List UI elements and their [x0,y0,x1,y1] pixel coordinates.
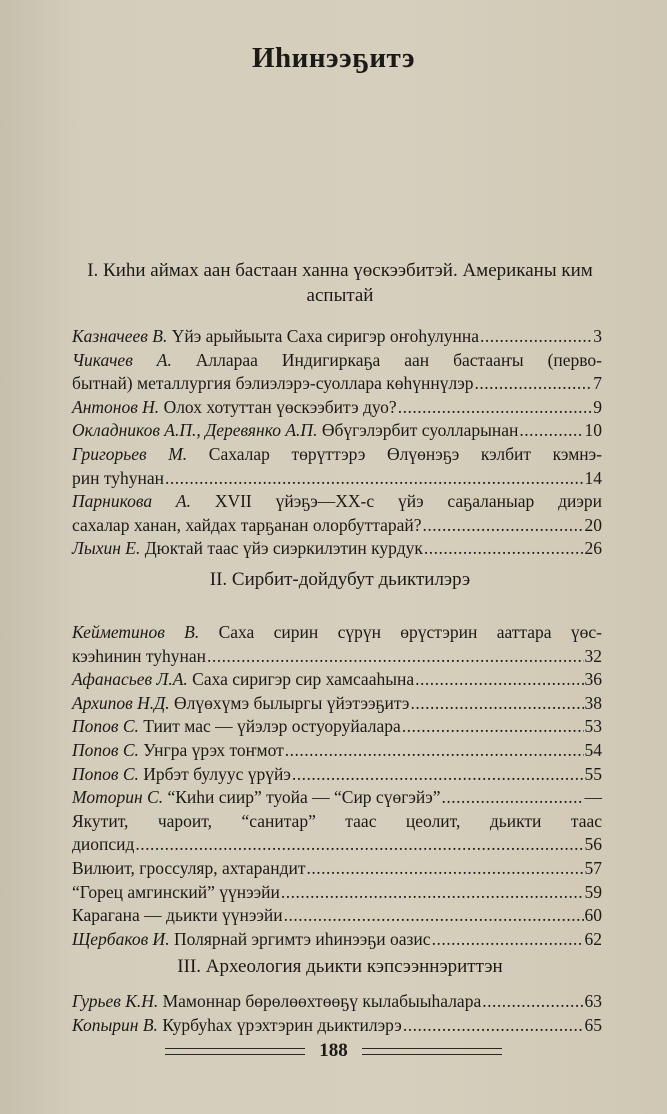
entry-title: рин туһунан [72,467,165,488]
entry-author: Архипов Н.Д. [72,692,170,713]
dot-leader [207,645,583,669]
entry-page-number: 62 [584,928,602,949]
entry-author: Щербаков И. [72,928,170,949]
entry-page-number: 65 [584,1014,602,1035]
page-footer [0,1040,667,1062]
footer-rule-right [362,1048,502,1055]
toc-entry [72,990,602,1014]
dot-leader [474,372,592,396]
toc-entry-line [72,833,602,857]
toc-entry-line [72,692,602,716]
toc-entry-line [72,645,602,669]
entry-page-number: 59 [584,881,602,902]
toc-entry [72,443,602,490]
toc-entry [72,419,602,443]
entry-title: Саха сиригэр сир хамсааһына [192,669,415,690]
entry-title: сахалар ханан, хайдах тарҕанан олорбуттарай? [72,514,422,535]
toc-list-3 [72,990,602,1037]
entry-title: Саха сирин сүрүн өрүстэрин ааттара үөс- [218,622,602,642]
toc-entry [72,396,602,420]
entry-author: Григорьев М. [72,443,188,464]
toc-entry-line [72,739,602,763]
entry-title: Алларaа Индигиркаҕа аан бастааҥы (перво- [195,349,602,370]
dot-leader [292,763,584,787]
entry-title: Ирбэт булуус үрүйэ [143,763,291,784]
toc-entry [72,739,602,763]
entry-author: Кейметинов В. [72,622,200,642]
dot-leader [306,857,583,881]
toc-entry-line [72,904,602,928]
dot-leader [432,928,584,952]
dot-leader [415,668,583,692]
page-number: 188 [319,1040,348,1061]
toc-entry-line [72,396,602,420]
entry-author: Антонов Н. [72,396,160,417]
dot-leader [285,739,584,763]
entry-author: Попов С. [72,716,139,737]
entry-title: бытнай) металлургия бэлиэлэрэ-суоллара көһүннүлэр [72,373,474,394]
dot-leader [402,715,584,739]
toc-entry-line [72,763,602,787]
dot-leader [442,786,584,810]
toc-entry-line [72,786,602,810]
toc-entry-line [72,668,602,692]
entry-title: Мамоннар бөрөлөөхтөөҕү кылабыыһалара [162,991,482,1011]
section-heading-1 [60,258,620,308]
entry-author: Парникова А. [72,491,191,512]
entry-title: Олох хотуттан үөскээбитэ дуо? [163,396,397,417]
entry-author: Окладников А.П., Деревянко А.П. [72,420,318,441]
entry-page-number: 38 [584,692,602,713]
entry-author: Попов С. [72,763,139,784]
entry-page-number: 20 [584,514,602,535]
toc-entry [72,763,602,787]
entry-page-number: 55 [584,763,602,784]
dot-leader [403,1014,584,1038]
toc-entry-line [72,990,602,1014]
entry-page-number: 26 [584,538,602,559]
entry-title: Сахалар төрүттэрэ Өлүөнэҕэ кэлбит кэмнэ- [208,443,602,464]
entry-author: Лыхин Е. [72,538,141,559]
entry-page-number: 7 [593,373,602,394]
toc-entry-line [72,715,602,739]
dot-leader [519,419,583,443]
entry-title: Карагана — дьикти үүнээйи [72,905,283,926]
dot-leader [398,396,593,420]
toc-entry [72,692,602,716]
entry-page-number: 53 [584,716,602,737]
dot-leader [135,833,583,857]
entry-title: Курбуһах үрэхтэрин дьиктилэрэ [162,1014,402,1035]
toc-entry [72,786,602,810]
toc-entry-line [72,325,602,349]
toc-entry-line [72,857,602,881]
dot-leader [281,881,584,905]
toc-entry-line [72,928,602,952]
entry-author: Чикачев А. [72,349,172,370]
toc-entry-line [72,881,602,905]
entry-title: Полярнай эргимтэ иһинээҕи оазис [173,928,431,949]
entry-page-number: 10 [584,420,602,441]
section-heading-line: II. Сирбит-дойдубут дьиктилэрэ [209,569,471,590]
toc-entry [72,349,602,396]
entry-page-number: — [584,787,602,808]
toc-entry-line [72,621,602,645]
toc-entry-line [72,1014,602,1038]
entry-author: Попов С. [72,739,139,760]
toc-entry [72,537,602,561]
entry-page-number: 54 [584,739,602,760]
entry-title: “Горец амгинский” үүнээйи [72,881,280,902]
toc-entry-line [72,537,602,561]
dot-leader [423,514,584,538]
entry-author: Афанасьев Л.А. [72,669,188,690]
toc-entry [72,881,602,905]
entry-title: кээһинин туһунан [72,645,207,666]
dot-leader [482,990,583,1014]
entry-author: Моторин С. [72,787,164,808]
section-heading-line: I. Киһи аймах аан бастаан ханна үөскээбитэй. Американы ким [87,260,593,281]
toc-list-1 [72,325,602,561]
toc-entry-line [72,349,602,373]
entry-page-number: 63 [584,991,602,1011]
dot-leader [165,467,583,491]
entry-title: диопсид [72,834,135,855]
entry-title: Тиит мас — үйэлэр остуоруйалара [143,716,401,737]
toc-entry [72,857,602,881]
toc-entry [72,621,602,668]
entry-title: Унгра үрэх тоҥмот [143,739,284,760]
dot-leader [480,325,592,349]
toc-entry [72,1014,602,1038]
entry-title: Дюктай таас үйэ сиэркилэтин курдук [144,538,423,559]
toc-entry-line [72,419,602,443]
entry-title: Үйэ арыйыыта Саха сиригэр оҥоһулунна [171,326,480,346]
toc-entry-line [72,372,602,396]
entry-author: Казначеев В. [72,326,168,346]
entry-page-number: 36 [584,669,602,690]
toc-entry [72,490,602,537]
section-heading-line: III. Археология дьикти кэпсээннэриттэн [177,956,503,977]
entry-title: Вилюит, гроссуляр, ахтарандит [72,857,306,878]
section-heading-line: аспытай [306,285,374,306]
toc-entry-line [72,467,602,491]
entry-page-number: 56 [584,834,602,855]
entry-title: Якутит, чароит, “санитар” таас цеолит, дьикти таас [72,810,602,831]
entry-title: Өбүгэлэрбит суолларынан [321,420,519,441]
dot-leader [284,904,584,928]
toc-entry-line [72,810,602,834]
dot-leader [410,692,583,716]
toc-entry-line [72,514,602,538]
entry-author: Копырин В. [72,1014,158,1035]
toc-entry [72,325,602,349]
entry-page-number: 57 [584,857,602,878]
entry-page-number: 9 [593,396,602,417]
dot-leader [424,537,584,561]
toc-entry [72,715,602,739]
section-heading-3 [60,954,620,979]
toc-entry [72,810,602,857]
entry-author: Гурьев К.Н. [72,991,159,1011]
entry-page-number: 32 [584,645,602,666]
page-title: Иһинээҕитэ [251,42,416,74]
entry-page-number: 60 [584,905,602,926]
toc-entry [72,928,602,952]
entry-title: “Киһи сиир” туойа — “Сир сүөгэйэ” [167,787,441,808]
toc-entry-line [72,443,602,467]
toc-list-2 [72,621,602,951]
entry-page-number: 14 [584,467,602,488]
toc-entry [72,668,602,692]
entry-title: XVII үйэҕэ—XX-с үйэ саҕаланыар диэри [214,491,602,512]
section-heading-2 [60,567,620,592]
entry-title: Өлүөхүмэ былыргы үйэтээҕитэ [173,692,410,713]
footer-rule-left [165,1048,305,1055]
toc-entry-line [72,490,602,514]
entry-page-number: 3 [593,326,602,346]
toc-entry [72,904,602,928]
